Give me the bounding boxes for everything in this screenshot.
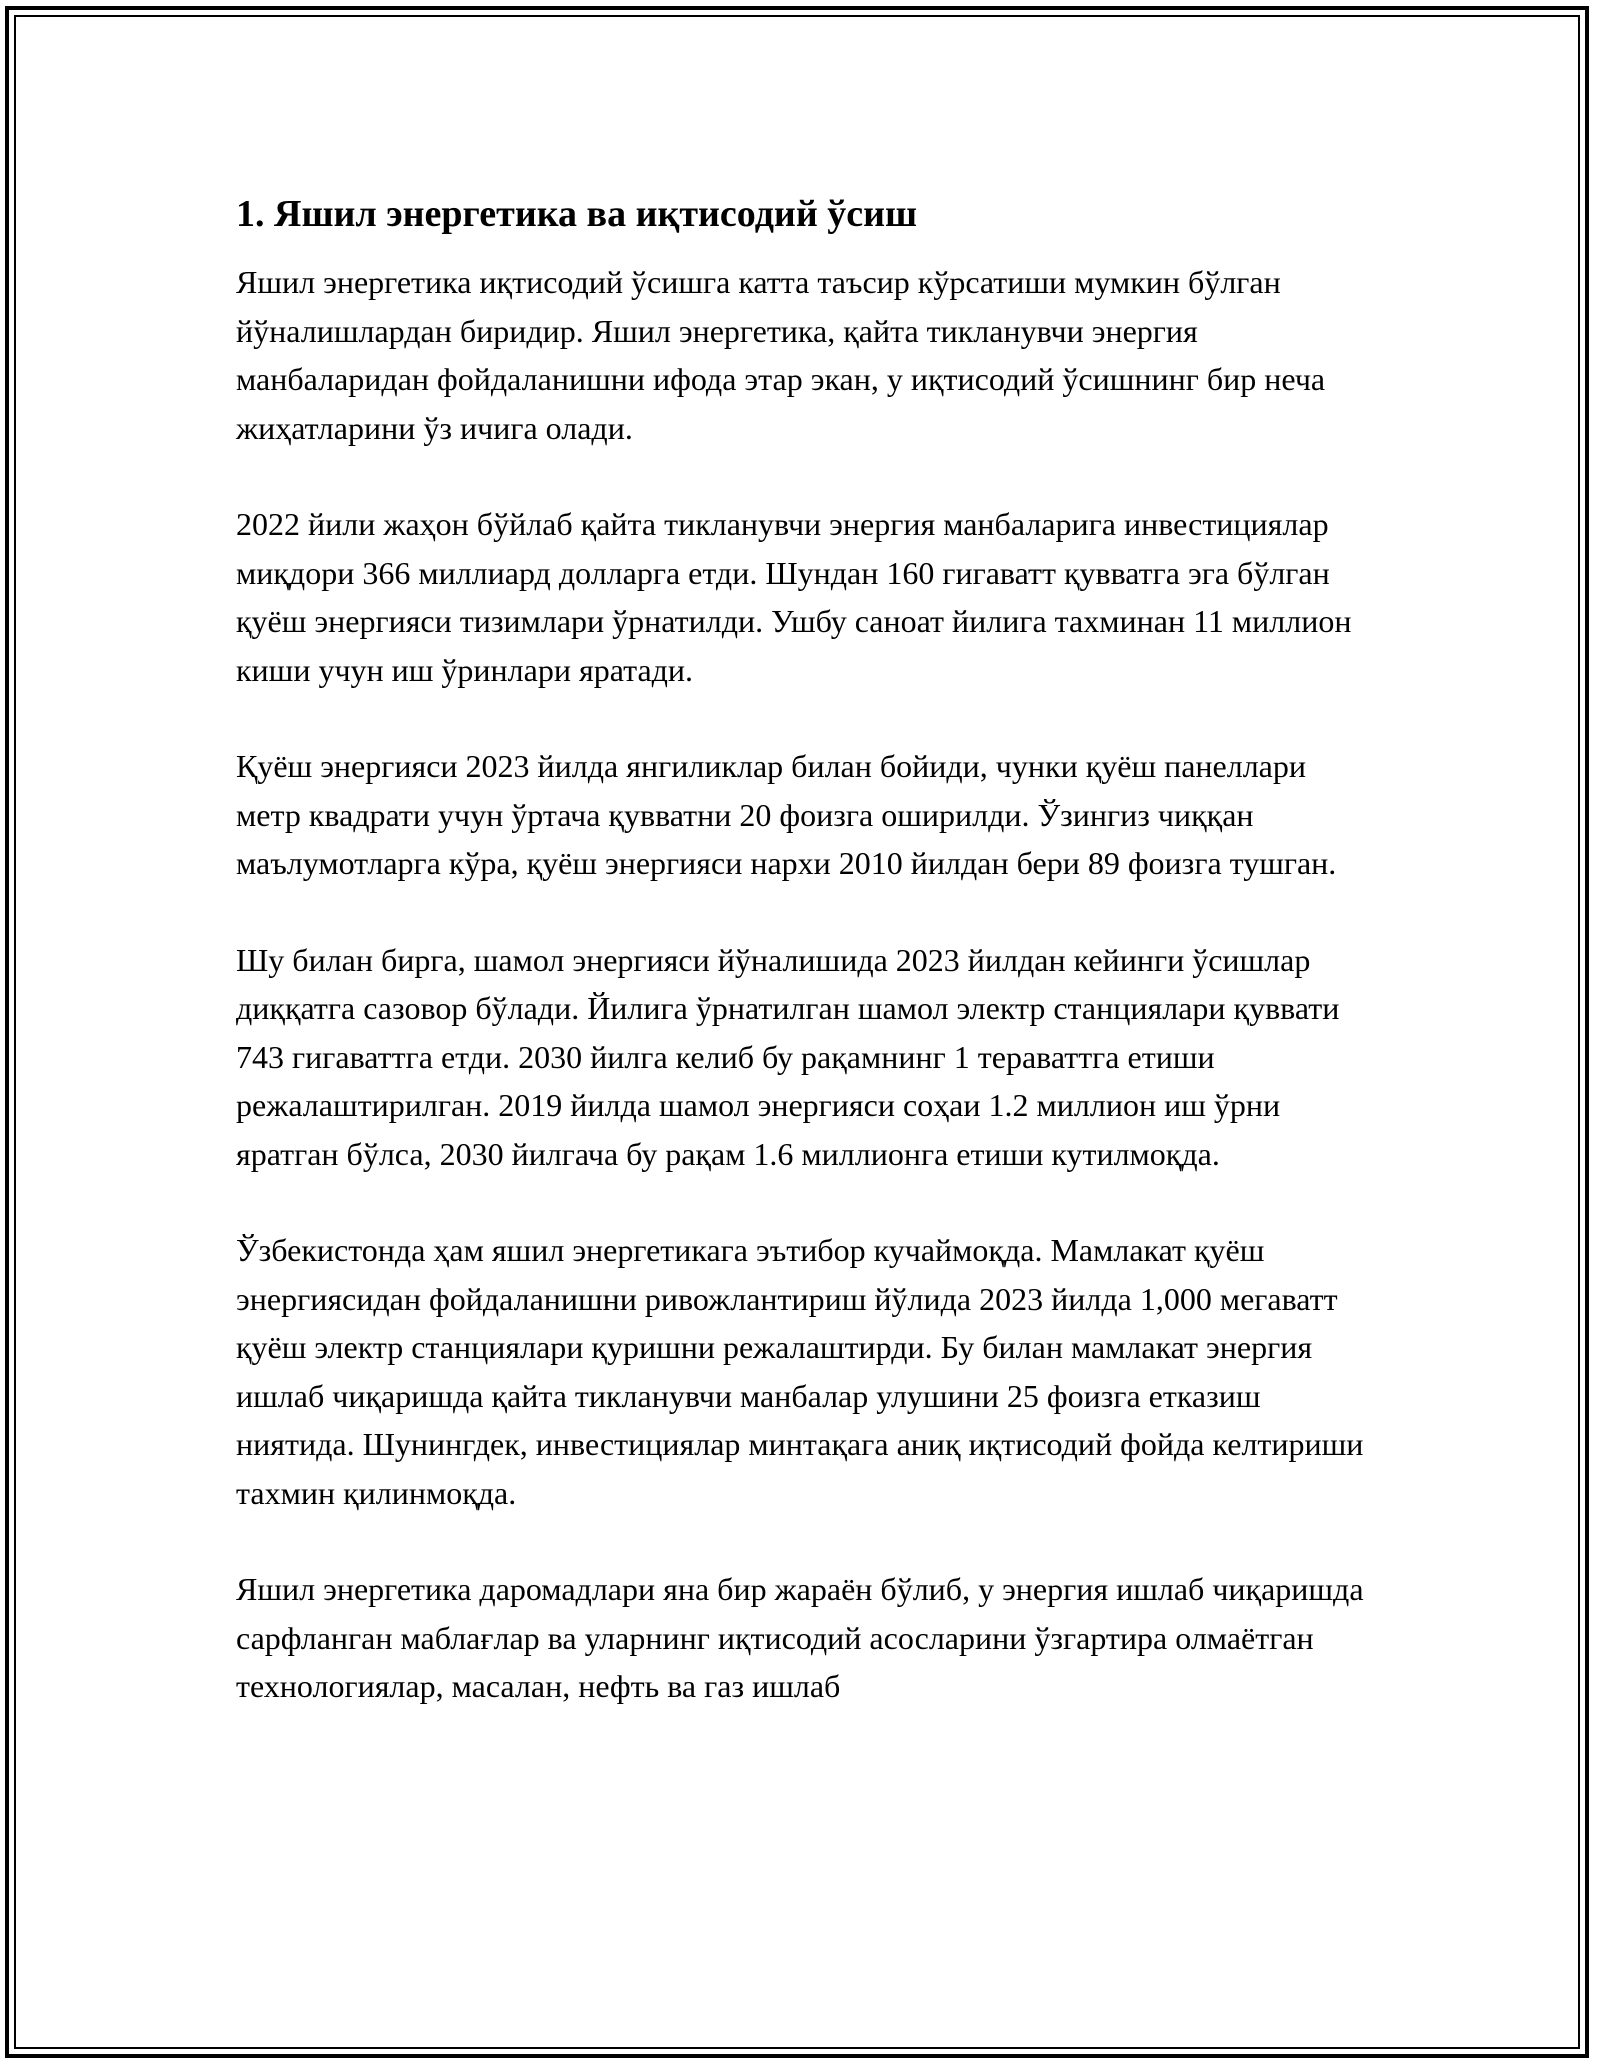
paragraph-intro: Яшил энергетика иқтисодий ўсишга катта таъсир кўрсатиши мумкин бўлган йўналишлардан биридир. Яшил энергетика, қайта тикланувчи энергия манбаларидан фойдаланишни ифода этар экан, у иқтисодий ўсишнинг бир неча жиҳатларини ўз ичига олади. xyxy=(236,264,1326,446)
paragraph-revenues: Яшил энергетика даромадлари яна бир жараён бўлиб, у энергия ишлаб чиқаришда сарфланган маблағлар ва уларнинг иқтисодий асосларини ўзгартира олмаётган технологиялар, масалан, нефть ва газ ишлаб xyxy=(236,1571,1364,1704)
paragraph-investments-2022: 2022 йили жаҳон бўйлаб қайта тикланувчи энергия манбаларига инвестициялар миқдори 366 миллиард долларга етди. Шундан 160 гигаватт қувватга эга бўлган қуёш энергияси тизимлари ўрнатилди. Ушбу саноат йилига тахминан 11 миллион киши учун иш ўринлари яратади. xyxy=(236,506,1352,688)
paragraph-solar-2023: Қуёш энергияси 2023 йилда янгиликлар билан бойиди, чунки қуёш панеллари метр квадрати учун ўртача қувватни 20 фоизга оширилди. Ўзингиз чиққан маълумотларга кўра, қуёш энергияси нархи 2010 йилдан бери 89 фоизга тушган. xyxy=(236,748,1337,881)
section-heading: 1. Яшил энергетика ва иқтисодий ўсиш xyxy=(236,193,918,235)
document-body xyxy=(236,186,1366,1759)
paragraph-uzbekistan: Ўзбекистонда ҳам яшил энергетикага эътибор кучаймоқда. Мамлакат қуёш энергиясидан фойдаланишни ривожлантириш йўлида 2023 йилда 1,000 мегаватт қуёш электр станциялари қуришни режалаштирди. Бу билан мамлакат энергия ишлаб чиқаришда қайта тикланувчи манбалар улушини 25 фоизга етказиш ниятида. Шунингдек, инвестициялар минтақага аниқ иқтисодий фойда келтириши тахмин қилинмоқда. xyxy=(236,1232,1364,1511)
paragraph-wind-energy: Шу билан бирга, шамол энергияси йўналишида 2023 йилдан кейинги ўсишлар диққатга сазовор бўлади. Йилига ўрнатилган шамол электр станциялари қуввати 743 гигаваттга етди. 2030 йилга келиб бу рақамнинг 1 тераваттга етиши режалаштирилган. 2019 йилда шамол энергияси соҳаи 1.2 миллион иш ўрни яратган бўлса, 2030 йилгача бу рақам 1.6 миллионга етиши кутилмоқда. xyxy=(236,941,1340,1172)
